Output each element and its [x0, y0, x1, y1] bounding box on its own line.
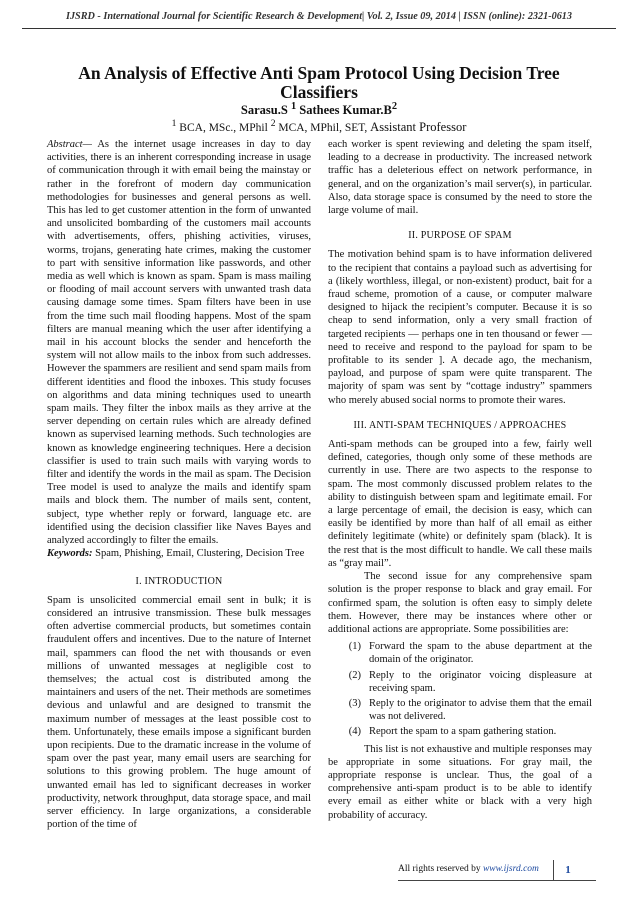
left-column [47, 138, 311, 831]
affil-sup-2: 2 [270, 118, 276, 129]
abstract-label: Abstract— [47, 139, 92, 150]
keywords-text: Spam, Phishing, Email, Clustering, Decision Tree [92, 548, 305, 560]
author-2-sup: 2 [391, 101, 398, 112]
authors [0, 101, 638, 118]
list-item-number: (1) [348, 641, 361, 653]
purpose-paragraph: The motivation behind spam is to have information delivered to the recipient that contains a payload such as advertising for a (likely worthless, illegal, or non-existent) product, bait for a fraud scheme, promotion of a cause, or computer malware designed to hijack the recipient’s computer. Because it is so cheap to send information, only a very small fraction of targeted recipients — perhaps one in ten thousand or fewer — need to receive and respond to the payload for spam to be profitable to its sender ]. A decade ago, the mechanism, payload, and purpose of spam were quite transparent. The majority of spam was sent by “cottage industry” spammers who merely abused social norms to promote their wares. [328, 249, 592, 406]
keywords-label: Keywords: [47, 548, 93, 560]
list-item [328, 669, 592, 695]
abstract [47, 138, 311, 547]
list-item-text: Reply to the originator to advise them that the email was not delivered. [369, 697, 592, 723]
list-item-number: (3) [348, 697, 361, 709]
section-heading-introduction: I. INTRODUCTION [135, 575, 223, 587]
response-list [328, 640, 592, 738]
author-1: Sarasu.S [240, 103, 288, 118]
affil-text-1: BCA, MSc., MPhil [176, 121, 271, 134]
header-text: IJSRD - International Journal for Scientific Research & Development| Vol. 2, Issue 09, 2014 | ISSN (online): 2321-0613 [66, 11, 572, 22]
paper-title: An Analysis of Effective Anti Spam Protocol Using Decision Tree Classifiers [78, 63, 560, 102]
right-column [328, 138, 592, 822]
section-heading-purpose: II. PURPOSE OF SPAM [408, 230, 512, 242]
page-footer [398, 862, 596, 881]
list-item [328, 725, 592, 738]
section-heading-antispam: III. ANTI-SPAM TECHNIQUES / APPROACHES [353, 419, 567, 431]
keywords [47, 547, 311, 560]
abstract-text: As the internet usage increases in day to day activities, there is an inherent corresponding increase in usage of communication through it with email being the mainstay or rather in the forefront of modern day communication methodologies for businesses and general persons as well. This has led to get customer attention in the form of unwanted and unsolicited bombarding of the customers mail accounts with advertisements, offers, phishing activities, viruses, worms, trojans, generating hate crimes, making the customer to part with sensitive information like passwords, and other media as well which is known as spam. Spam is mass mailing or flooding of mail account servers with unwanted trash data causing damage some times. Spam filters have been in use from the time such mail flooding happens. Most of the spam filters are manual meaning which the user after identifying a mail in his account blocks the sender and henceforth the system will not allow mails to the inbox from such addresses. However the spammers are resilient and send spam mails from different identities and flood the inboxes. This study focuses on algorithms and data mining techniques used to unearth spam mails. They filter the inbox mails as they arrive at the server depending on certain rules which are already defined known as supervised learning methods. Such technologies are known as knowledge engineering techniques. Here a decision classifier is used to train such mails with varying words to filter and identify the words in the mail as spam. The Decision Tree model is used to analyze the mails and identify spam mails and block them. The number of mails sent, content, subject, type whether reply or forward, language etc. are identified using the decision classifier like Naves Bayes and analyzed accordingly to filter the emails. [47, 139, 311, 547]
list-item-text: Reply to the originator voicing displeasure at receiving spam. [369, 669, 592, 694]
list-item-text: Forward the spam to the abuse department at the domain of the originator. [369, 641, 592, 666]
list-item-number: (4) [348, 726, 361, 738]
antispam-paragraph-3: This list is not exhaustive and multiple responses may be appropriate in some situations. For gray mail, the appropriate response is unclear. Thus, the goal of a comprehensive anti-spam product is to be able to identify every email as either white or black with a very high probability of accuracy. [328, 743, 592, 821]
footer-rights: All rights reserved by [398, 864, 483, 874]
footer-site-link[interactable]: www.ijsrd.com [482, 864, 539, 874]
running-header [22, 8, 616, 29]
footer-text [398, 864, 539, 874]
page-number: 1 [553, 860, 582, 880]
antispam-paragraph-1: Anti-spam methods can be grouped into a few, fairly well defined, categories, though only some of these methods are currently in use. There are two aspects to the response to spam. The most commonly discussed problem relates to the ability to distinguish between spam and legitimate email. For a large percentage of email, the decision is easy, which can easily be identified by more than half of all email as either definitely legitimate (white) or definitely spam (black). It is the rest that is the most difficult to handle. We call these mails as “gray mail”. [328, 439, 592, 569]
list-item [328, 640, 592, 666]
antispam-paragraph-2: The second issue for any comprehensive spam solution is the proper response to black and gray email. For confirmed spam, the solution is often easy to simply delete them. However, there may be instances where other or additional actions are appropriate. Some possibilities are: [328, 571, 592, 635]
affil-sup-1: 1 [171, 118, 177, 129]
affil-text-2: MCA, MPhil, SET, [275, 121, 371, 134]
list-item-text: Report the spam to a spam gathering station. [369, 726, 557, 738]
list-item [328, 697, 592, 723]
list-item-number: (2) [348, 669, 361, 681]
intro-paragraph: Spam is unsolicited commercial email sent in bulk; it is considered an intrusive transmission. These bulk messages often advertise commercial products, but sometimes contain fraudulent offers and incentives. Due to the nature of Internet mail, spammers can flood the net with thousands or even millions of unwanted messages at negligible cost to themselves; the actual cost is distributed among the maintainers and users of the net. Their methods are sometimes devious and unlawful and are designed to transmit the maximum number of messages at the least possible cost to them. Unfortunately, these emails impose a significant burden upon recipients. Due to the dramatic increase in the volume of spam over the past year, many email users are searching for solutions to this growing problem. The huge amount of unwanted email has led to significant decreases in worker productivity, network throughput, data storage space, and mail server efficiency. In large organizations, a considerable portion of the time of [47, 594, 311, 831]
intro-continued: each worker is spent reviewing and deleting the spam itself, leading to a decrease in productivity. The increased network traffic has a deleterious effect on network performance, in general, and on the organization’s mail server(s), in particular. Also, data storage space is consumed by the need to store the large volume of mail. [328, 139, 592, 217]
author-2: Sathees Kumar.B [299, 103, 392, 118]
author-1-sup: 1 [290, 101, 297, 112]
affil-role: Assistant Professor [370, 119, 467, 134]
affiliation [0, 118, 638, 135]
